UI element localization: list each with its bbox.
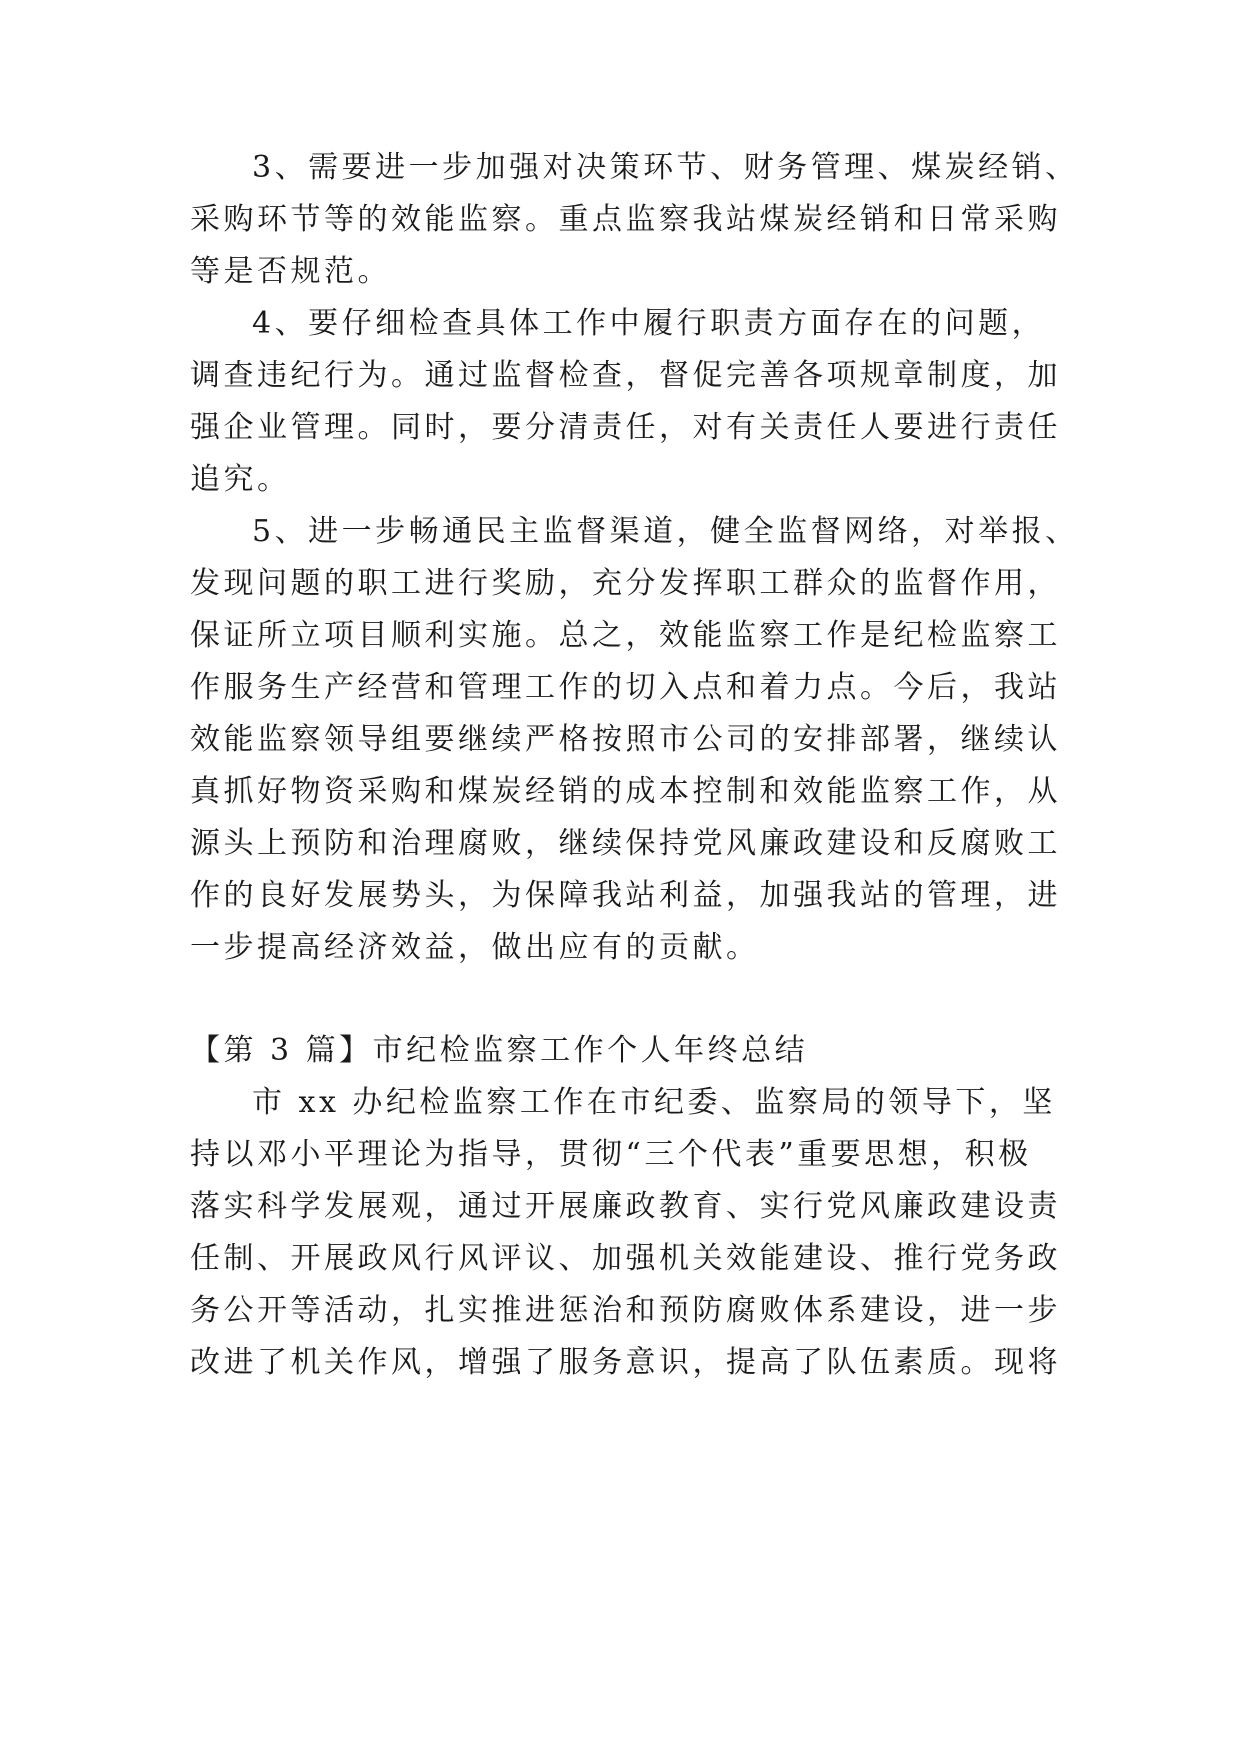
paragraph-6-line-2: 持以邓小平理论为指导，贯彻“三个代表”重要思想，积极 bbox=[190, 1137, 1032, 1172]
paragraph-4-line-2: 调查违纪行为。通过监督检查，督促完善各项规章制度，加 bbox=[190, 358, 1061, 393]
paragraph-3-line-3: 等是否规范。 bbox=[190, 254, 391, 289]
paragraph-6-line-4: 任制、开展政风行风评议、加强机关效能建设、推行党务政 bbox=[190, 1241, 1061, 1276]
paragraph-4-line-1: 4、要仔细检查具体工作中履行职责方面存在的问题， bbox=[252, 306, 1046, 341]
paragraph-6-line-3: 落实科学发展观，通过开展廉政教育、实行党风廉政建设责 bbox=[190, 1189, 1061, 1224]
paragraph-3-line-1: 3、需要进一步加强对决策环节、财务管理、煤炭经销、 bbox=[252, 150, 1079, 185]
paragraph-6-line-1: 市 xx 办纪检监察工作在市纪委、监察局的领导下，坚 bbox=[252, 1085, 1056, 1120]
paragraph-5-line-2: 发现问题的职工进行奖励，充分发挥职工群众的监督作用， bbox=[190, 566, 1061, 601]
paragraph-4-line-4: 追究。 bbox=[190, 462, 291, 497]
paragraph-3-line-2: 采购环节等的效能监察。重点监察我站煤炭经销和日常采购 bbox=[190, 202, 1061, 237]
paragraph-5-line-8: 作的良好发展势头，为保障我站利益，加强我站的管理，进 bbox=[190, 878, 1061, 913]
paragraph-5-line-7: 源头上预防和治理腐败，继续保持党风廉政建设和反腐败工 bbox=[190, 826, 1061, 861]
paragraph-6-line-5: 务公开等活动，扎实推进惩治和预防腐败体系建设，进一步 bbox=[190, 1293, 1061, 1328]
paragraph-5-line-6: 真抓好物资采购和煤炭经销的成本控制和效能监察工作，从 bbox=[190, 774, 1061, 809]
paragraph-5-line-3: 保证所立项目顺利实施。总之，效能监察工作是纪检监察工 bbox=[190, 618, 1061, 653]
paragraph-5-line-1: 5、进一步畅通民主监督渠道，健全监督网络，对举报、 bbox=[252, 514, 1079, 549]
paragraph-6-line-6: 改进了机关作风，增强了服务意识，提高了队伍素质。现将 bbox=[190, 1345, 1061, 1380]
paragraph-5-line-9: 一步提高经济效益，做出应有的贡献。 bbox=[190, 930, 760, 965]
section-heading: 【第 3 篇】市纪检监察工作个人年终总结 bbox=[190, 1033, 809, 1068]
paragraph-4-line-3: 强企业管理。同时，要分清责任，对有关责任人要进行责任 bbox=[190, 410, 1061, 445]
paragraph-5-line-5: 效能监察领导组要继续严格按照市公司的安排部署，继续认 bbox=[190, 722, 1061, 757]
paragraph-5-line-4: 作服务生产经营和管理工作的切入点和着力点。今后，我站 bbox=[190, 670, 1061, 705]
